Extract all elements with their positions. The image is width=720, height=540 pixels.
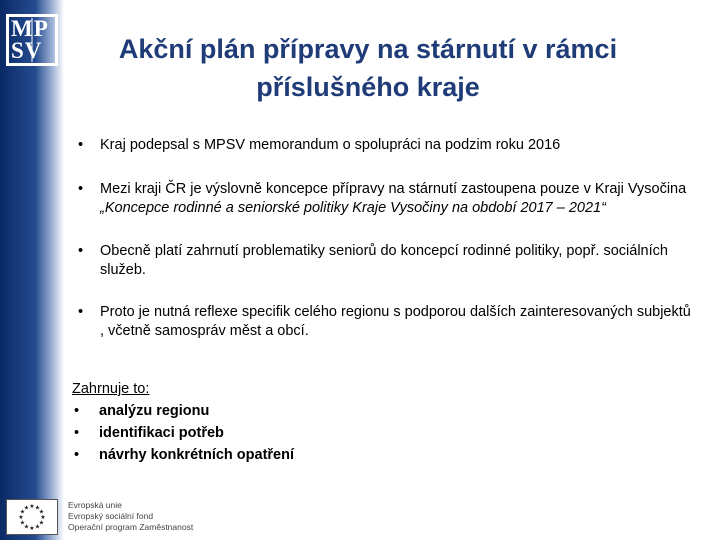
bullet-text: Mezi kraji ČR je výslovně koncepce přípravy na stárnutí zastoupena pouze v Kraji Vysočina [100, 181, 687, 197]
includes-item: • návrhy konkrétních opatření [72, 444, 294, 466]
bullet-text: Kraj podepsal s MPSV memorandum o spolupráci na podzim roku 2016 [100, 137, 561, 153]
bullet-italic-title: „Koncepce rodinné a seniorské politiky Kraje Vysočiny na období 2017 – 2021“ [100, 200, 606, 216]
eu-star: ★ [34, 505, 41, 512]
eu-flag-icon [6, 499, 58, 535]
logo-text-top: MP [11, 16, 49, 41]
bullet-item [78, 180, 698, 218]
includes-item: • analýzu regionu [72, 400, 294, 422]
includes-list [72, 400, 294, 466]
bullet-item [78, 242, 698, 280]
eu-star: ★ [18, 515, 24, 521]
eu-star: ★ [29, 526, 35, 532]
logo-text-bottom: SV [11, 38, 43, 63]
eu-line-1: Evropská unie [68, 500, 122, 510]
eu-star: ★ [40, 515, 46, 521]
bullet-text: Obecně platí zahrnutí problematiky seniorů do koncepcí rodinné politiky, popř. sociálních služeb. [100, 243, 668, 278]
eu-line-3: Operační program Zaměstnanost [68, 522, 194, 532]
eu-star: ★ [23, 524, 30, 531]
includes-item: • identifikaci potřeb [72, 422, 294, 444]
eu-funding-text [68, 500, 193, 533]
eu-star: ★ [38, 509, 45, 516]
eu-star: ★ [19, 520, 26, 527]
page-title [78, 30, 658, 106]
mpsv-logo-icon [6, 14, 58, 66]
eu-star: ★ [23, 505, 30, 512]
eu-star: ★ [29, 504, 35, 510]
title-line-2: příslušného kraje [256, 72, 480, 102]
includes-block [72, 378, 294, 466]
title-line-1: Akční plán přípravy na stárnutí v rámci [118, 34, 618, 64]
includes-heading: Zahrnuje to: [72, 381, 150, 397]
eu-star: ★ [38, 520, 45, 527]
bullet-text: Proto je nutná reflexe specifik celého regionu s podporou dalších zainteresovaných subjektů , včetně samospráv měst a obcí. [100, 304, 691, 339]
bullet-item [78, 136, 698, 155]
eu-star: ★ [19, 509, 26, 516]
eu-stars-ring [7, 500, 57, 534]
eu-star: ★ [34, 524, 41, 531]
bullet-list [78, 136, 698, 363]
sidebar-band [0, 0, 64, 540]
eu-line-2: Evropský sociální fond [68, 511, 154, 521]
bullet-item [78, 303, 698, 341]
